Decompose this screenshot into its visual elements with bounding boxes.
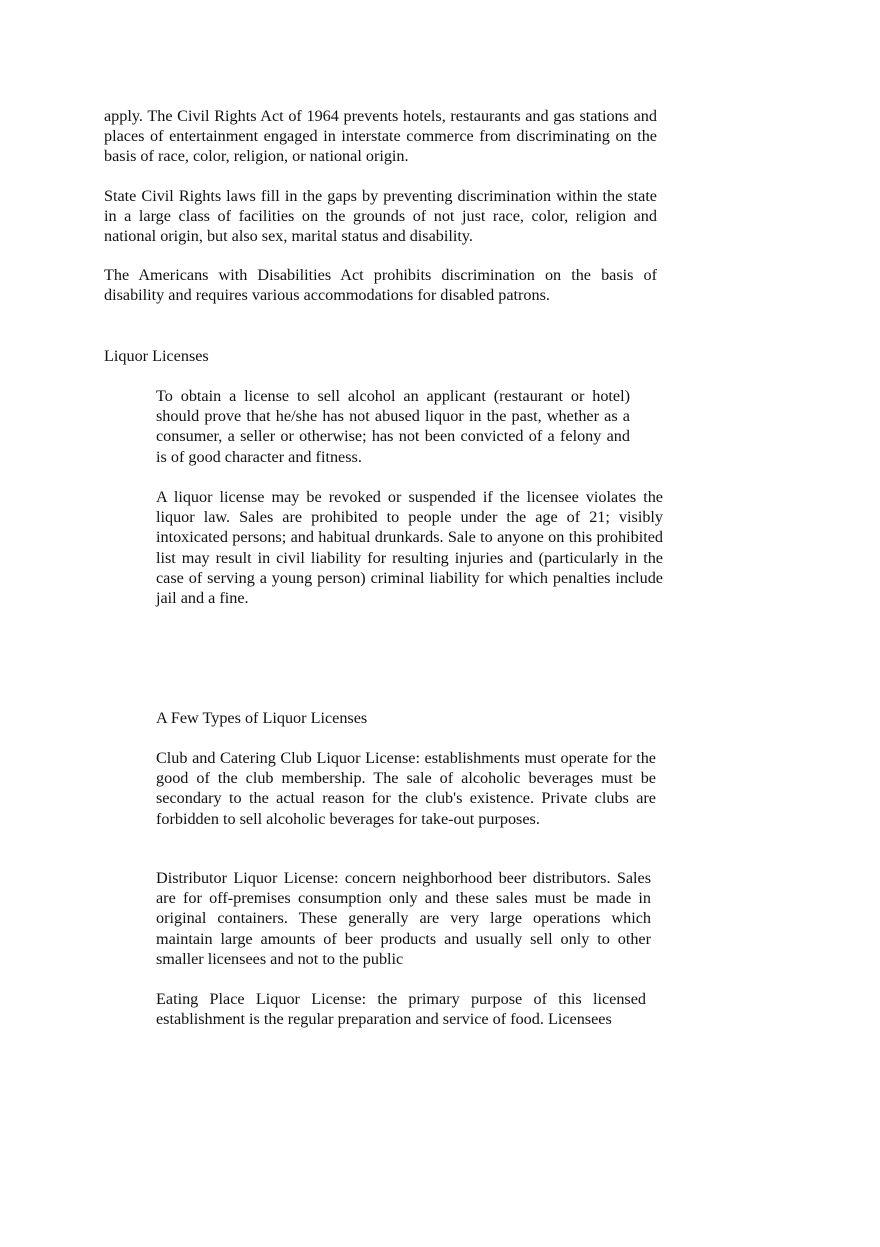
paragraph-obtain-license: To obtain a license to sell alcohol an applicant (restaurant or hotel) should prove that he/she has not abused liquor in the past, whether as a consumer, a seller or otherwise; has not been convicted of a felony and is of good character and fitness. [156, 387, 630, 466]
paragraph-eating-place-license: Eating Place Liquor License: the primary purpose of this licensed establishment is the regular preparation and service of food. Licensees [156, 990, 646, 1029]
paragraph-ada: The Americans with Disabilities Act prohibits discrimination on the basis of disability and requires various accommodations for disabled patrons. [104, 266, 657, 305]
paragraph-license-revoked: A liquor license may be revoked or suspended if the licensee violates the liquor law. Sales are prohibited to people under the age of 21; visibly intoxicated persons; and habitual drunkards. Sale to anyone on this prohibited list may result in civil liability for resulting injuries and (particularly in the case of serving a young person) criminal liability for which penalties include jail and a fine. [156, 488, 663, 608]
heading-liquor-licenses: Liquor Licenses [104, 347, 209, 365]
paragraph-club-license: Club and Catering Club Liquor License: establishments must operate for the good of the club membership. The sale of alcoholic beverages must be secondary to the actual reason for the club's existence. Private clubs are forbidden to sell alcoholic beverages for take-out purposes. [156, 749, 656, 828]
paragraph-state-civil-rights: State Civil Rights laws fill in the gaps by preventing discrimination within the state in a large class of facilities on the grounds of not just race, color, religion and national origin, but also sex, marital status and disability. [104, 187, 657, 246]
paragraph-distributor-license: Distributor Liquor License: concern neighborhood beer distributors. Sales are for off-premises consumption only and these sales must be made in original containers. These generally are very large operations which maintain large amounts of beer products and usually sell only to other smaller licensees and not to the public [156, 869, 651, 968]
paragraph-civil-rights-act: apply. The Civil Rights Act of 1964 prevents hotels, restaurants and gas stations and places of entertainment engaged in interstate commerce from discriminating on the basis of race, color, religion, or national origin. [104, 107, 657, 166]
heading-types-of-licenses: A Few Types of Liquor Licenses [156, 709, 368, 727]
